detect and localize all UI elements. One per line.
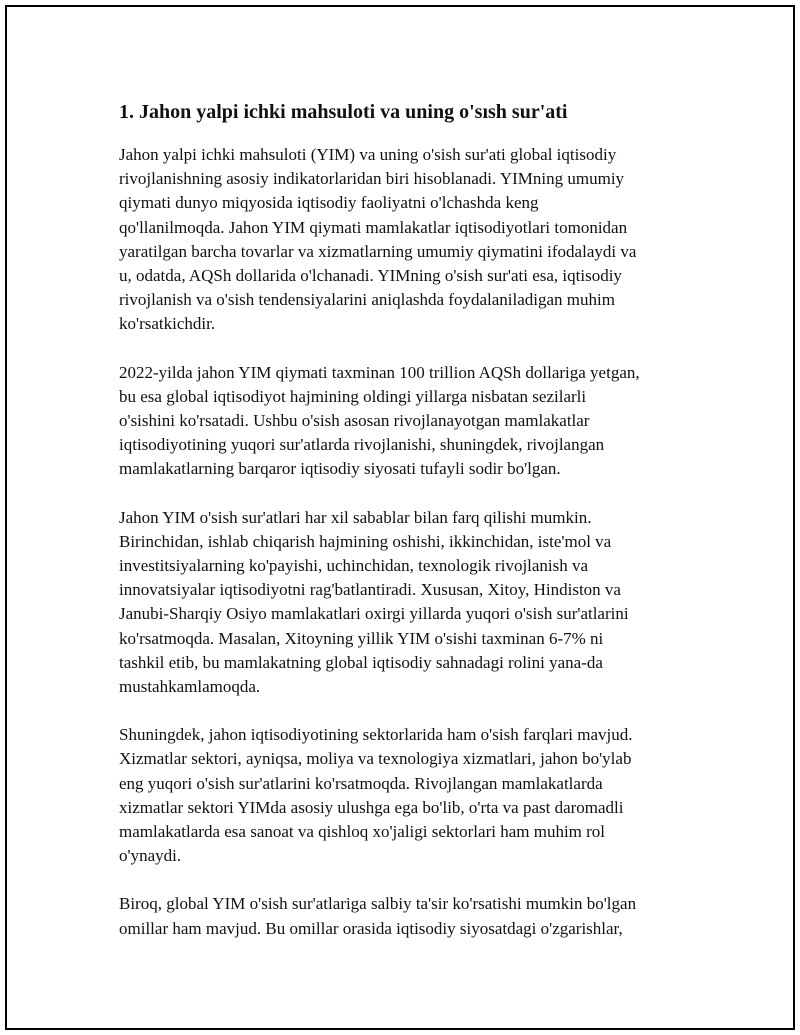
paragraph-5	[119, 892, 697, 940]
text-line: rivojlanishning asosiy indikatorlaridan biri hisoblanadi. YIMning umumiy	[119, 169, 625, 189]
text-line: qo'llanilmoqda. Jahon YIM qiymati mamlakatlar iqtisodiyotlari tomonidan	[119, 217, 628, 237]
text-line: Biroq, global YIM o'sish sur'atlariga salbiy ta'sir ko'rsatishi mumkin bo'lgan	[119, 894, 637, 914]
text-line: Shuningdek, jahon iqtisodiyotining sektorlarida ham o'sish farqlari mavjud.	[119, 725, 633, 745]
document-page	[5, 5, 795, 1030]
text-line: Janubi-Sharqiy Osiyo mamlakatlari oxirgi yillarda yuqori o'sish sur'atlarini	[119, 604, 629, 624]
text-line: Jahon yalpi ichki mahsuloti (YIM) va uning o'sish sur'ati global iqtisodiy	[119, 145, 617, 164]
text-line: eng yuqori o'sish sur'atlarini ko'rsatmoqda. Rivojlangan mamlakatlarda	[119, 773, 603, 793]
text-line: yaratilgan barcha tovarlar va xizmatlarning umumiy qiymatini ifodalaydi va	[119, 241, 637, 261]
section-heading: 1. Jahon yalpi ichki mahsuloti va uning o'sısh sur'ati	[119, 101, 568, 123]
text-line: innovatsiyalar iqtisodiyotni rag'batlantiradi. Xususan, Xitoy, Hindiston va	[119, 580, 621, 600]
paragraph-3	[119, 506, 697, 700]
text-line: tashkil etib, bu mamlakatning global iqtisodiy sahnadagi rolini yana-da	[119, 652, 603, 672]
text-line: ko'rsatkichdir.	[119, 314, 216, 334]
text-line: o'sishini ko'rsatadi. Ushbu o'sish asosan rivojlanayotgan mamlakatlar	[119, 411, 590, 431]
text-line: xizmatlar sektori YIMda asosiy ulushga ega bo'lib, o'rta va past daromadli	[119, 797, 624, 817]
paragraph-4	[119, 723, 697, 868]
text-line: rivojlanish va o'sish tendensiyalarini aniqlashda foydalaniladigan muhim	[119, 290, 615, 310]
document-body	[119, 99, 697, 965]
text-line: mustahkamlamoqda.	[119, 677, 261, 697]
text-line: o'ynaydi.	[119, 846, 182, 866]
text-line: bu esa global iqtisodiyot hajmining oldingi yillarga nisbatan sezilarli	[119, 386, 587, 406]
text-line: ko'rsatmoqda. Masalan, Xitoyning yillik YIM o'sishi taxminan 6-7% ni	[119, 628, 604, 648]
paragraph-2	[119, 361, 697, 482]
text-line: 2022-yilda jahon YIM qiymati taxminan 100 trillion AQSh dollariga yetgan,	[119, 362, 640, 382]
text-line: u, odatda, AQSh dollarida o'lchanadi. YIMning o'sish sur'ati esa, iqtisodiy	[119, 266, 622, 286]
text-line: mamlakatlarning barqaror iqtisodiy siyosati tufayli sodir bo'lgan.	[119, 459, 561, 479]
text-line: mamlakatlarda esa sanoat va qishloq xo'jaligi sektorlari ham muhim rol	[119, 822, 606, 842]
paragraph-1	[119, 143, 697, 337]
text-line: Birinchidan, ishlab chiqarish hajmining oshishi, ikkinchidan, iste'mol va	[119, 531, 612, 551]
text-line: omillar ham mavjud. Bu omillar orasida iqtisodiy siyosatdagi o'zgarishlar,	[119, 918, 623, 938]
text-line: qiymati dunyo miqyosida iqtisodiy faoliyatni o'lchashda keng	[119, 193, 539, 213]
text-line: Jahon YIM o'sish sur'atlari har xil sabablar bilan farq qilishi mumkin.	[119, 507, 592, 527]
text-line: Xizmatlar sektori, ayniqsa, moliya va texnologiya xizmatlari, jahon bo'ylab	[119, 749, 632, 769]
text-line: iqtisodiyotining yuqori sur'atlarda rivojlanishi, shuningdek, rivojlangan	[119, 435, 605, 455]
text-line: investitsiyalarning ko'payishi, uchinchidan, texnologik rivojlanish va	[119, 556, 589, 576]
